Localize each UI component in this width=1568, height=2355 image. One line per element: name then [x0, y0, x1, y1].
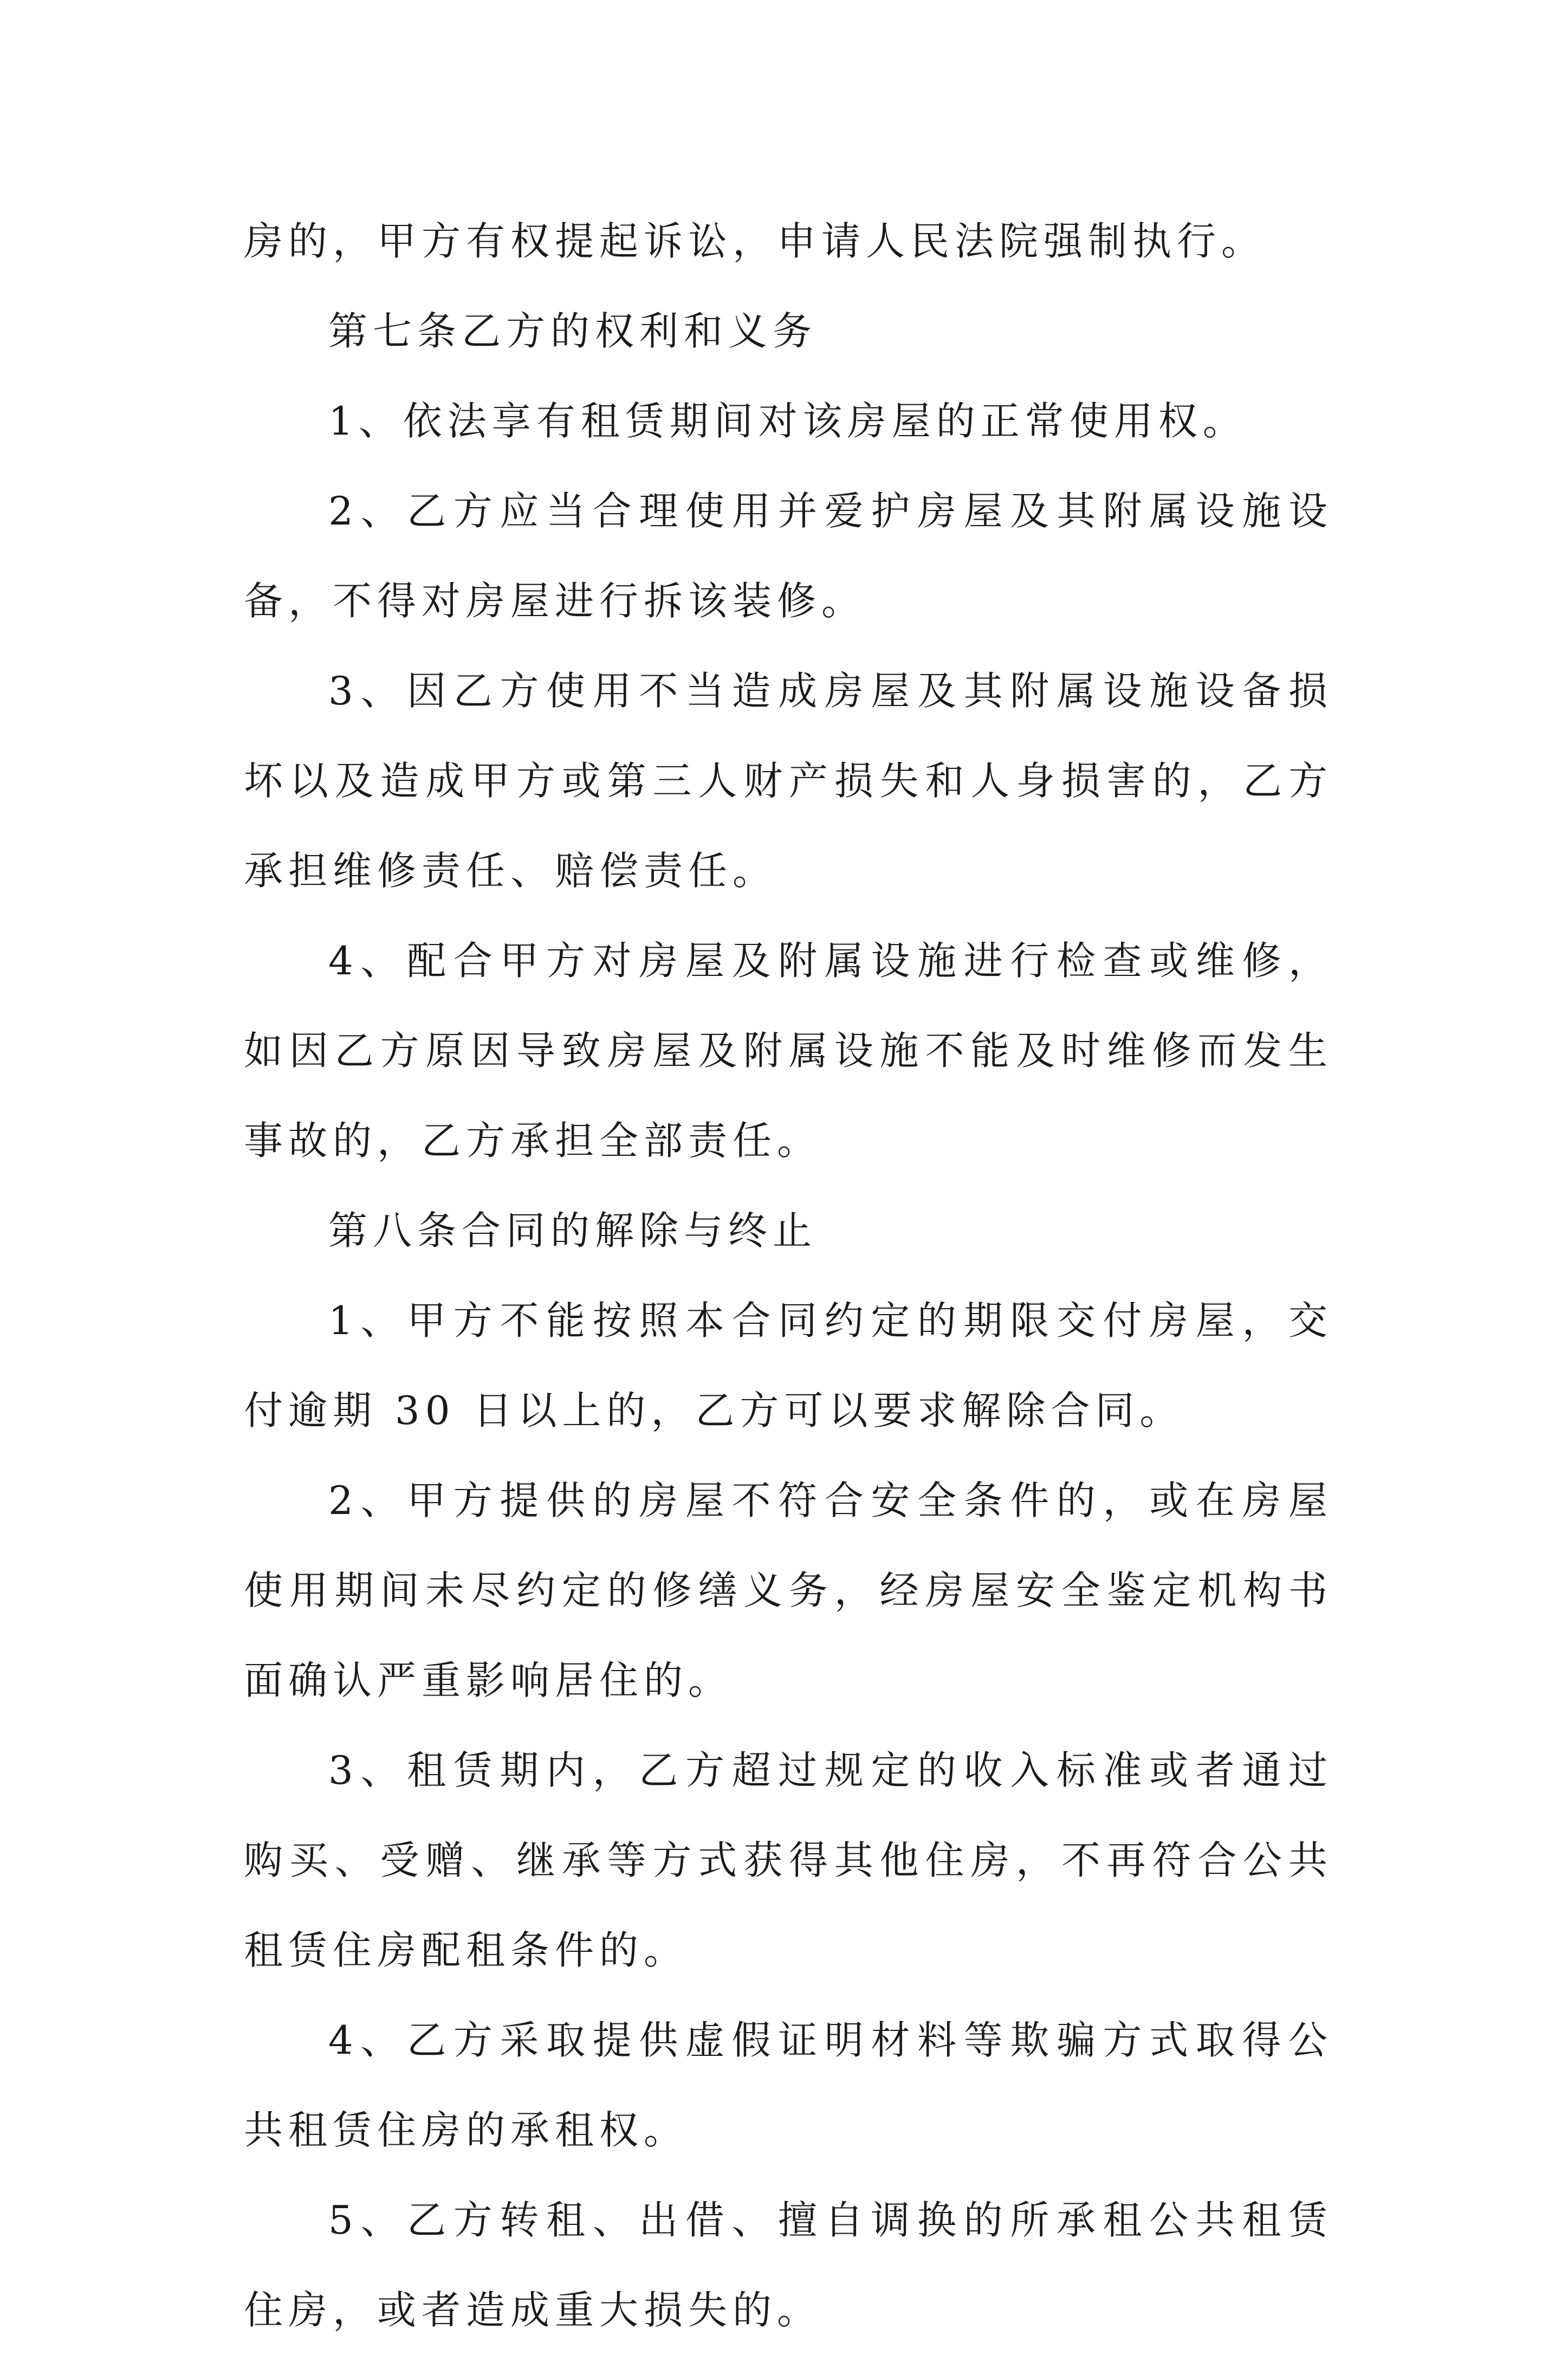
paragraph-continuation: 房的，甲方有权提起诉讼，申请人民法院强制执行。	[244, 218, 1266, 264]
paragraph-article-7-item-4: 4、配合甲方对房屋及附属设施进行检查或维修，如因乙方原因导致房屋及附属设施不能及时维修而发生事故的，乙方承担全部责任。	[244, 938, 1333, 1163]
paragraph-article-8-item-4: 4、乙方采取提供虚假证明材料等欺骗方式取得公共租赁住房的承租权。	[244, 2017, 1333, 2153]
paragraph-article-8-item-1: 1、甲方不能按照本合同约定的期限交付房屋，交付逾期 30 日以上的，乙方可以要求解除合同。	[244, 1298, 1333, 1433]
paragraph-article-7-item-3: 3、因乙方使用不当造成房屋及其附属设施设备损坏以及造成甲方或第三人财产损失和人身损害的，乙方承担维修责任、赔偿责任。	[244, 668, 1333, 894]
paragraph-article-8-item-3: 3、租赁期内，乙方超过规定的收入标准或者通过购买、受赠、继承等方式获得其他住房，不再符合公共租赁住房配租条件的。	[244, 1748, 1333, 1973]
section-heading-article-7: 第七条乙方的权利和义务	[328, 308, 818, 354]
document-body	[244, 196, 1333, 2355]
paragraph-article-7-item-2: 2、乙方应当合理使用并爱护房屋及其附属设施设备，不得对房屋进行拆该装修。	[244, 488, 1333, 624]
paragraph-article-7-item-1: 1、依法享有租赁期间对该房屋的正常使用权。	[328, 398, 1247, 444]
paragraph-article-8-item-5: 5、乙方转租、出借、擅自调换的所承租公共租赁住房，或者造成重大损失的。	[244, 2197, 1333, 2333]
section-heading-article-8: 第八条合同的解除与终止	[328, 1208, 818, 1253]
paragraph-article-8-item-2: 2、甲方提供的房屋不符合安全条件的，或在房屋使用期间未尽约定的修缮义务，经房屋安全鉴定机构书面确认严重影响居住的。	[244, 1478, 1333, 1703]
